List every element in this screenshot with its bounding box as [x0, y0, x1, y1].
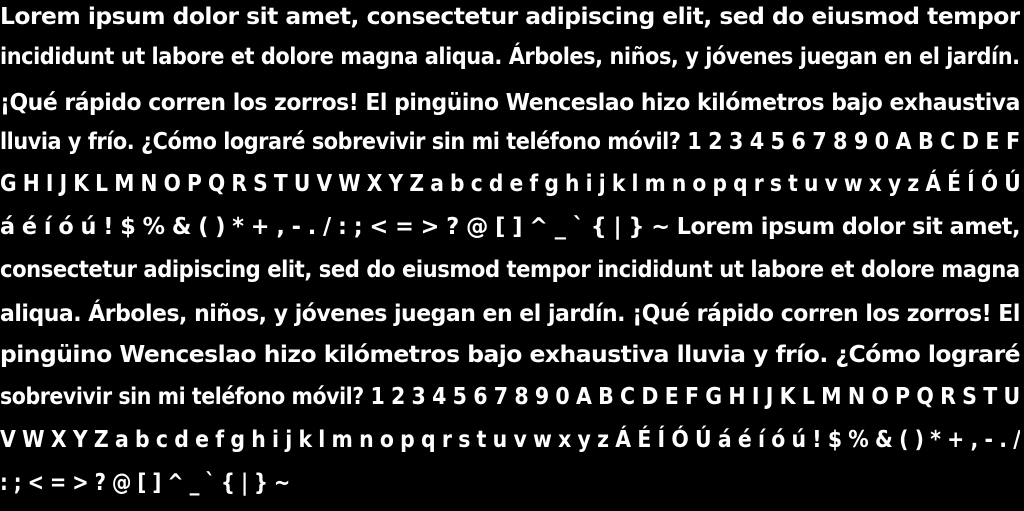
specimen-line-9: pingüino Wenceslao hizo kilómetros bajo exhaustiva lluvia y frío. ¿Cómo lograré: [0, 342, 1021, 368]
specimen-line-4: lluvia y frío. ¿Cómo lograré sobrevivir sin mi teléfono móvil? 1 2 3 4 5 6 7 8 9 0 A B C D E F: [0, 129, 1020, 155]
specimen-line-11: V W X Y Z a b c d e f g h i j k l m n o p q r s t u v w x y z Á É Í Ó Ú á é í ó ú ! $ % & ( ) * + , - . /: [0, 427, 1021, 453]
specimen-line-8: aliqua. Árboles, niños, y jóvenes juegan en el jardín. ¡Qué rápido corren los zorros! El: [0, 301, 1020, 327]
specimen-line-10: sobrevivir sin mi teléfono móvil? 1 2 3 4 5 6 7 8 9 0 A B C D E F G H I J K L M N O P Q R S T U: [0, 384, 1020, 410]
specimen-line-2: incididunt ut labore et dolore magna aliqua. Árboles, niños, y jóvenes juegan en el jardín.: [0, 44, 1020, 70]
specimen-line-7: consectetur adipiscing elit, sed do eiusmod tempor incididunt ut labore et dolore magna: [0, 257, 1020, 283]
specimen-line-6: á é í ó ú ! $ % & ( ) * + , - . / : ; < = > ? @ [ ] ^ _ ` { | } ~ Lorem ipsum dolor sit amet,: [0, 214, 1020, 240]
specimen-line-1: Lorem ipsum dolor sit amet, consectetur adipiscing elit, sed do eiusmod tempor: [0, 4, 1020, 30]
specimen-line-12: : ; < = > ? @ [ ] ^ _ ` { | } ~: [0, 470, 290, 496]
specimen-line-3: ¡Qué rápido corren los zorros! El pingüino Wenceslao hizo kilómetros bajo exhaustiva: [0, 90, 1020, 116]
specimen-line-5: G H I J K L M N O P Q R S T U V W X Y Z a b c d e f g h i j k l m n o p q r s t u v w x y z Á É Í Ó Ú: [0, 171, 1021, 197]
